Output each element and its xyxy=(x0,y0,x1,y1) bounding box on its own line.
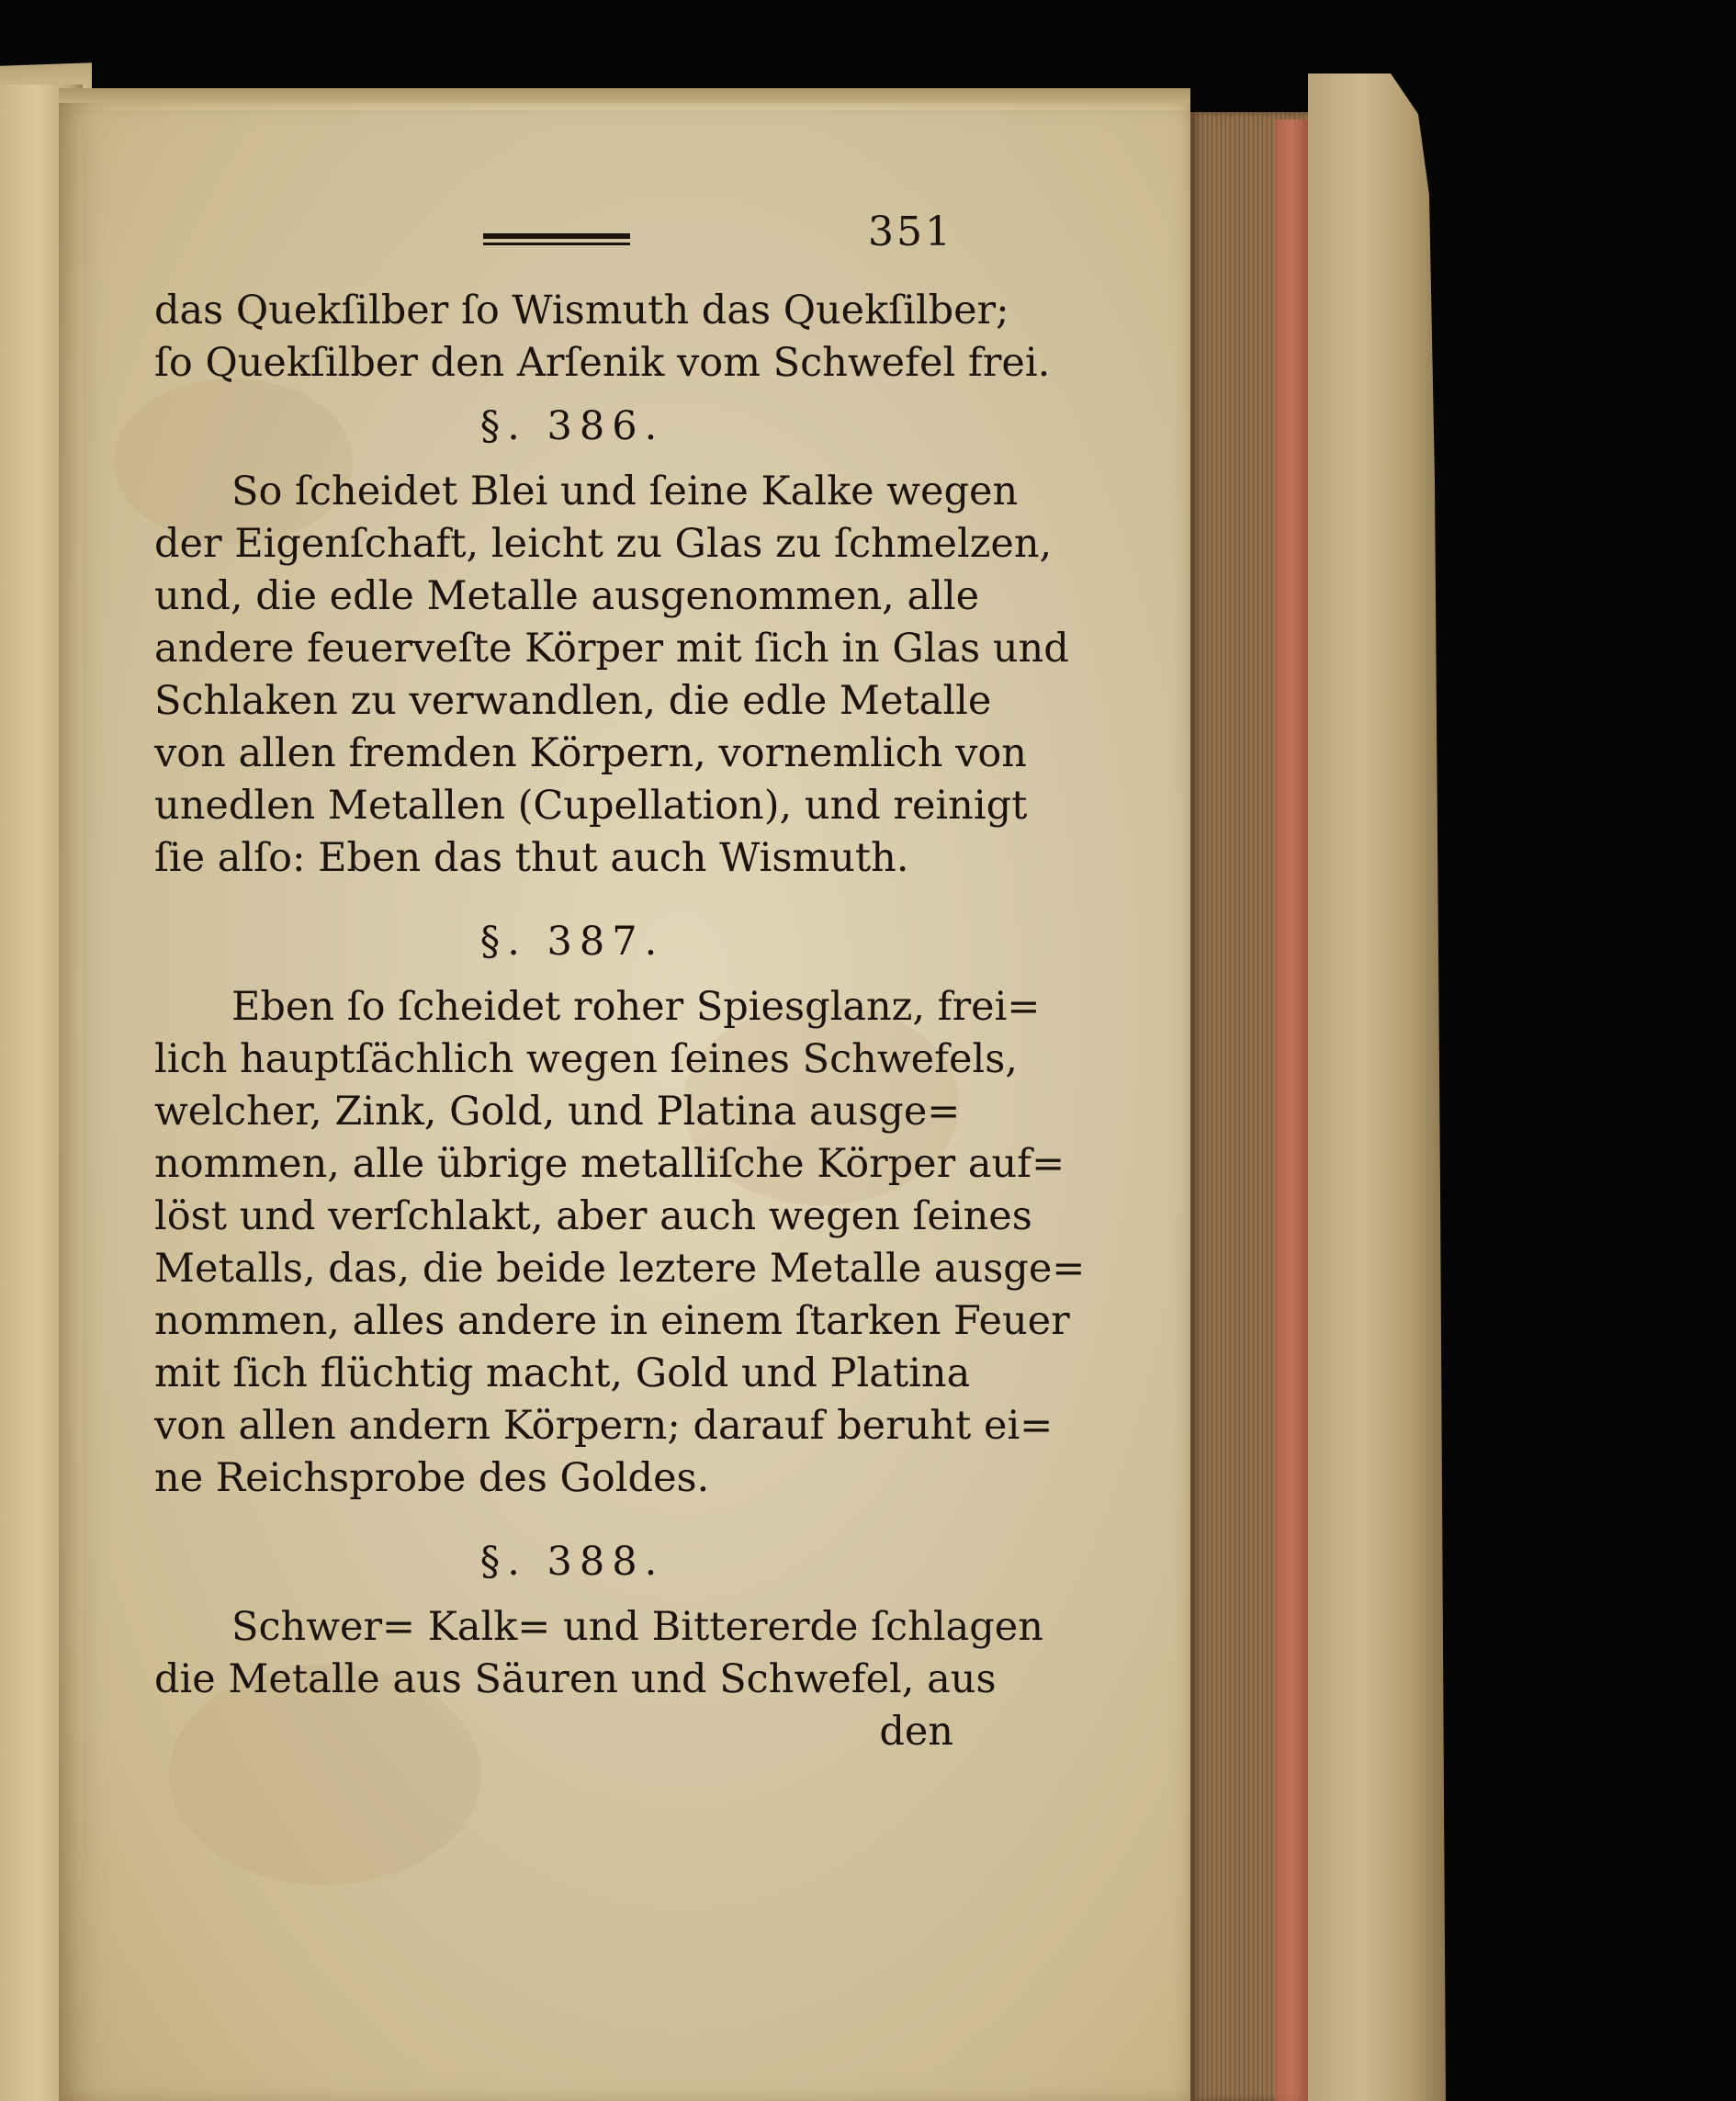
header-ornament-rule xyxy=(483,233,630,246)
book-cover-board xyxy=(1308,73,1446,2101)
red-edge-coloring xyxy=(1275,119,1308,2101)
section-heading-387: §. 387. xyxy=(479,919,665,965)
section-heading-388: §. 388. xyxy=(479,1539,665,1585)
running-header xyxy=(154,209,953,285)
text-line: ſie alſo: Eben das thut auch Wismuth. xyxy=(154,835,909,881)
text-line: andere feuerveſte Körper mit ſich in Glas und xyxy=(154,626,1069,672)
background-dark xyxy=(1446,73,1736,2101)
text-line: unedlen Metallen (Cupellation), und reinigt xyxy=(154,783,1028,829)
text-line: Eben ſo ſcheidet roher Spiesglanz, frei= xyxy=(231,984,1041,1030)
text-line: der Eigenſchaft, leicht zu Glas zu ſchmelzen, xyxy=(154,521,1053,567)
text-line: das Quekſilber ſo Wismuth das Quekſilber; xyxy=(154,288,1009,333)
text-line: mit ſich flüchtig macht, Gold und Platina xyxy=(154,1350,971,1396)
text-line: Schlaken zu verwandlen, die edle Metalle xyxy=(154,678,992,724)
rule-thin-line xyxy=(483,243,630,245)
text-line: Schwer= Kalk= und Bittererde ſchlagen xyxy=(231,1604,1043,1650)
text-line: und, die edle Metalle ausgenommen, alle xyxy=(154,573,980,619)
text-line: ne Reichsprobe des Goldes. xyxy=(154,1455,710,1501)
text-line: von allen andern Körpern; darauf beruht ei= xyxy=(154,1403,1054,1449)
text-line: welcher, Zink, Gold, und Platina ausge= xyxy=(154,1089,961,1135)
text-line: lich hauptſächlich wegen ſeines Schwefels, xyxy=(154,1036,1018,1082)
text-line: ſo Quekſilber den Arſenik vom Schwefel frei. xyxy=(154,340,1051,386)
text-line: von allen fremden Körpern, vornemlich von xyxy=(154,730,1027,776)
catchword: den xyxy=(879,1709,953,1755)
text-line: nommen, alles andere in einem ſtarken Feuer xyxy=(154,1298,1070,1344)
rule-thick-line xyxy=(483,233,630,239)
text-line: So ſcheidet Blei und ſeine Kalke wegen xyxy=(231,469,1019,514)
text-line: nommen, alle übrige metalliſche Körper auf= xyxy=(154,1141,1065,1187)
section-heading-386: §. 386. xyxy=(479,403,665,449)
text-line: die Metalle aus Säuren und Schwefel, aus xyxy=(154,1656,997,1702)
text-line: löst und verſchlakt, aber auch wegen ſeines xyxy=(154,1193,1032,1239)
text-block xyxy=(154,209,1086,1758)
page-number: 351 xyxy=(868,209,953,255)
text-line: Metalls, das, die beide leztere Metalle ausge= xyxy=(154,1246,1086,1292)
